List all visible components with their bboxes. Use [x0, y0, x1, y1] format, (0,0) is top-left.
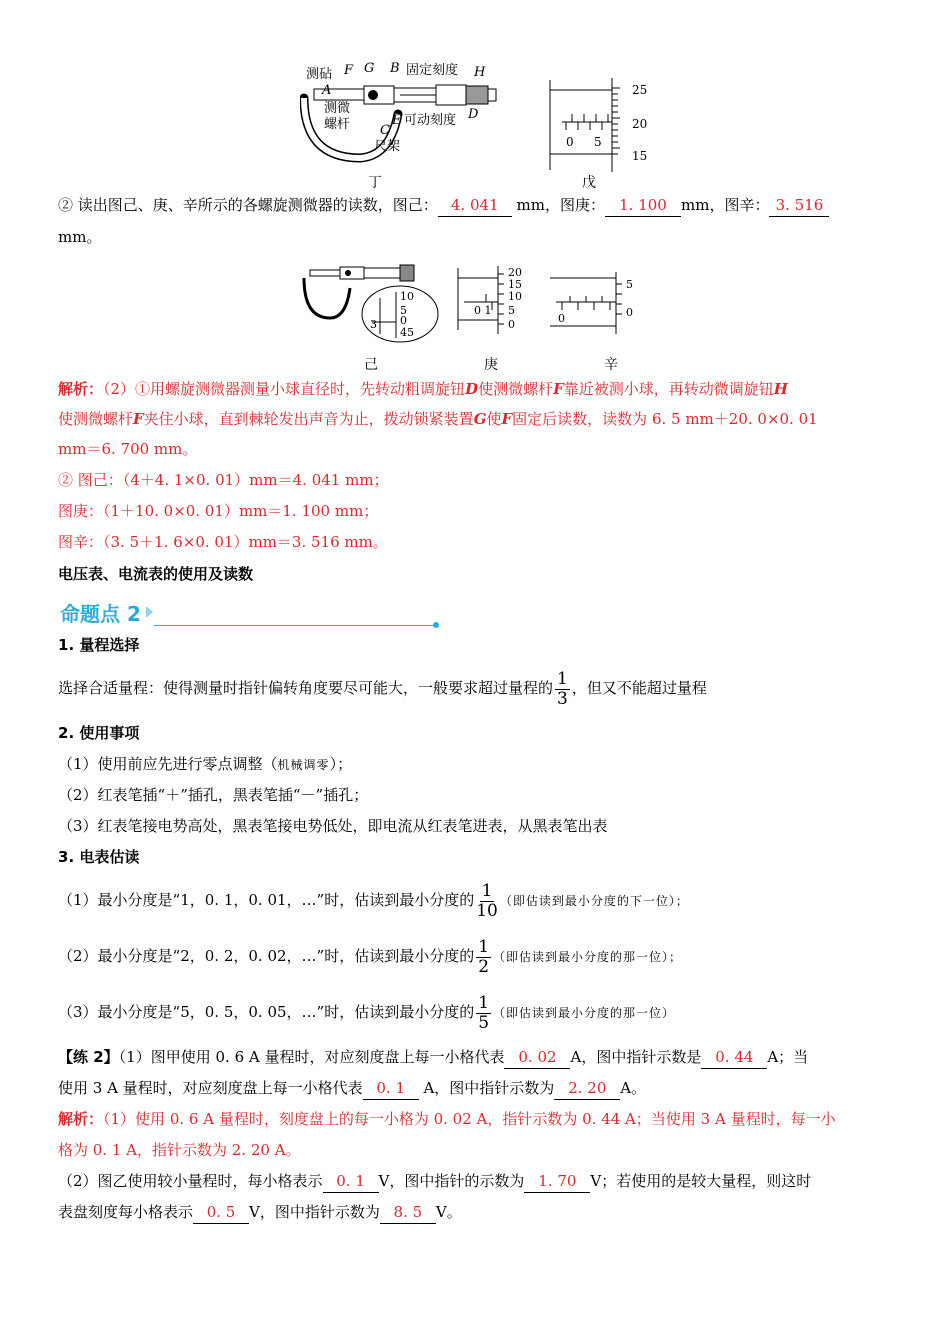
- analysis1-line1: 解析：（2）①用螺旋测微器测量小球直径时，先转动粗调旋钮D使测微螺杆F靠近被测小球，再转动微调旋钮H: [58, 380, 788, 398]
- answer-q2b-3: 0. 5: [193, 1201, 249, 1224]
- s3-item2: （2）最小分度是“2，0. 2，0. 02，…”时，估读到最小分度的 $\frac{1}{2}$ （即估读到最小分度的那一位）；: [58, 936, 683, 977]
- figure-wu: [546, 74, 656, 174]
- wu-tick-15: 15: [632, 149, 648, 163]
- ji-tick-5: 5: [400, 304, 407, 317]
- label-B: B: [390, 61, 400, 76]
- s2-item3: （3）红表笔接电势高处，黑表笔接电势低处，即电流从红表笔进表，从黑表笔出表: [58, 817, 608, 835]
- geng-tick-15: 15: [508, 278, 522, 291]
- section-title: 电压表、电流表的使用及读数: [58, 565, 254, 583]
- wu-main-5: 5: [594, 135, 602, 149]
- answer-xin: 3. 516: [769, 194, 829, 217]
- label-cewei: 测微: [324, 101, 351, 116]
- geng-tick-5: 5: [508, 304, 515, 317]
- label-luogan: 螺杆: [324, 117, 351, 132]
- wu-main-0: 0: [566, 135, 574, 149]
- question-2: ② 读出图己、庚、辛所示的各螺旋测微器的读数，图己： 4. 041 mm，图庚： 1. 100 mm，图辛： 3. 516: [58, 194, 892, 217]
- topic-heading: 命题点 2: [60, 602, 141, 626]
- answer-q2b-4: 8. 5: [380, 1201, 436, 1224]
- answer-ji: 4. 041: [438, 194, 512, 217]
- ji-main-3: 3: [370, 318, 377, 331]
- ji-tick-45: 45: [400, 326, 414, 339]
- caption-geng: 庚: [484, 357, 498, 373]
- fraction-one-half: $\frac{1}{2}$: [478, 936, 490, 977]
- topic-arrow-icon: [146, 606, 153, 618]
- s1-text: 选择合适量程：使得测量时指针偏转角度要尽可能大，一般要求超过量程的 $\frac{1}{3}$ ，但又不能超过量程: [58, 668, 707, 709]
- answer-lian2-1: 0. 02: [504, 1046, 570, 1069]
- wu-tick-20: 20: [632, 117, 648, 131]
- answer-geng: 1. 100: [605, 194, 681, 217]
- question-2-end: mm。: [58, 228, 102, 246]
- geng-tick-0: 0: [508, 318, 515, 331]
- xin-tick-5: 5: [626, 278, 633, 291]
- analysis2-line1: 解析：（1）使用 0. 6 A 量程时，刻度盘上的每一小格为 0. 02 A，指针示数为 0. 44 A；当使用 3 A 量程时，每一小: [58, 1110, 836, 1128]
- label-G: G: [364, 61, 375, 76]
- answer-q2b-1: 0. 1: [323, 1170, 379, 1193]
- analysis1-line2: 使测微螺杆F夹住小球，直到棘轮发出声音为止，拨动锁紧装置G使F固定后读数，读数为 6. 5 mm＋20. 0×0. 01: [58, 410, 818, 428]
- figure-geng: [454, 264, 534, 336]
- q2b-line2: 表盘刻度每小格表示 0. 5 V，图中指针示数为 8. 5 V。: [58, 1201, 892, 1224]
- q2b-line1: （2）图乙使用较小量程时，每小格表示 0. 1 V，图中指针的示数为 1. 70 V；若使用的是较大量程，则这时: [58, 1170, 892, 1193]
- answer-q2b-2: 1. 70: [524, 1170, 590, 1193]
- caption-xin: 辛: [604, 357, 618, 373]
- caption-ji: 己: [364, 357, 378, 373]
- s2-item2: （2）红表笔插“＋”插孔，黑表笔插“－”插孔；: [58, 786, 369, 804]
- xin-tick-0: 0: [626, 306, 633, 319]
- s2-item1: （1）使用前应先进行零点调整（机械调零）；: [58, 755, 353, 773]
- geng-tick-10: 10: [508, 290, 522, 303]
- geng-tick-20: 20: [508, 266, 522, 279]
- s1-title: 1. 量程选择: [58, 636, 140, 654]
- topic-dot-icon: [433, 622, 439, 628]
- label-chijia: 尺架: [374, 139, 401, 154]
- s2-title: 2. 使用事项: [58, 724, 140, 742]
- label-D: D: [468, 107, 479, 122]
- figure-ji: [300, 262, 440, 344]
- label-A: A: [322, 83, 332, 98]
- analysis2-line2: 格为 0. 1 A，指针示数为 2. 20 A。: [58, 1141, 301, 1159]
- caption-ding: 丁: [368, 175, 382, 191]
- label-C: C: [380, 123, 390, 138]
- label-fixed: 固定刻度: [406, 63, 459, 78]
- label-E: E: [392, 113, 402, 128]
- figure-ding: [300, 58, 500, 186]
- analysis1-line6: 图辛：（3. 5＋1. 6×0. 01）mm＝3. 516 mm。: [58, 533, 388, 551]
- label-cezhan: 测砧: [306, 67, 333, 82]
- lian2-line1: 【练 2】（1）图甲使用 0. 6 A 量程时，对应刻度盘上每一小格代表 0. 02 A，图中指针示数是 0. 44 A；当: [58, 1046, 892, 1069]
- ji-tick-0: 0: [400, 314, 407, 327]
- fraction-one-tenth: $\frac{1}{10}$: [476, 880, 498, 921]
- topic-underline: [154, 625, 436, 626]
- lian2-line2: 使用 3 A 量程时，对应刻度盘上每一小格代表 0. 1 A，图中指针示数为 2. 20 A。: [58, 1077, 892, 1100]
- label-movable: 可动刻度: [404, 113, 457, 128]
- xin-main-0: 0: [558, 312, 565, 325]
- ji-tick-10: 10: [400, 290, 414, 303]
- figure-xin: [546, 270, 646, 336]
- analysis1-line5: 图庚：（1＋10. 0×0. 01）mm＝1. 100 mm；: [58, 502, 379, 520]
- answer-lian2-2: 0. 44: [701, 1046, 767, 1069]
- answer-lian2-4: 2. 20: [554, 1077, 620, 1100]
- answer-lian2-3: 0. 1: [363, 1077, 419, 1100]
- wu-tick-25: 25: [632, 83, 648, 97]
- s3-item3: （3）最小分度是“5，0. 5，0. 05，…”时，估读到最小分度的 $\frac{1}{5}$ （即估读到最小分度的那一位）: [58, 992, 676, 1033]
- analysis1-line4: ② 图己：（4＋4. 1×0. 01）mm＝4. 041 mm；: [58, 471, 389, 489]
- caption-wu: 戊: [582, 175, 596, 191]
- geng-main: 0 1: [474, 304, 492, 317]
- analysis1-line3: mm＝6. 700 mm。: [58, 440, 198, 458]
- s3-title: 3. 电表估读: [58, 848, 140, 866]
- fraction-one-third: $\frac{1}{3}$: [557, 668, 568, 709]
- label-F: F: [344, 63, 354, 78]
- label-H: H: [474, 65, 486, 80]
- fraction-one-fifth: $\frac{1}{5}$: [478, 992, 490, 1033]
- s3-item1: （1）最小分度是“1，0. 1，0. 01，…”时，估读到最小分度的 $\frac{1}{10}$ （即估读到最小分度的下一位）；: [58, 880, 689, 921]
